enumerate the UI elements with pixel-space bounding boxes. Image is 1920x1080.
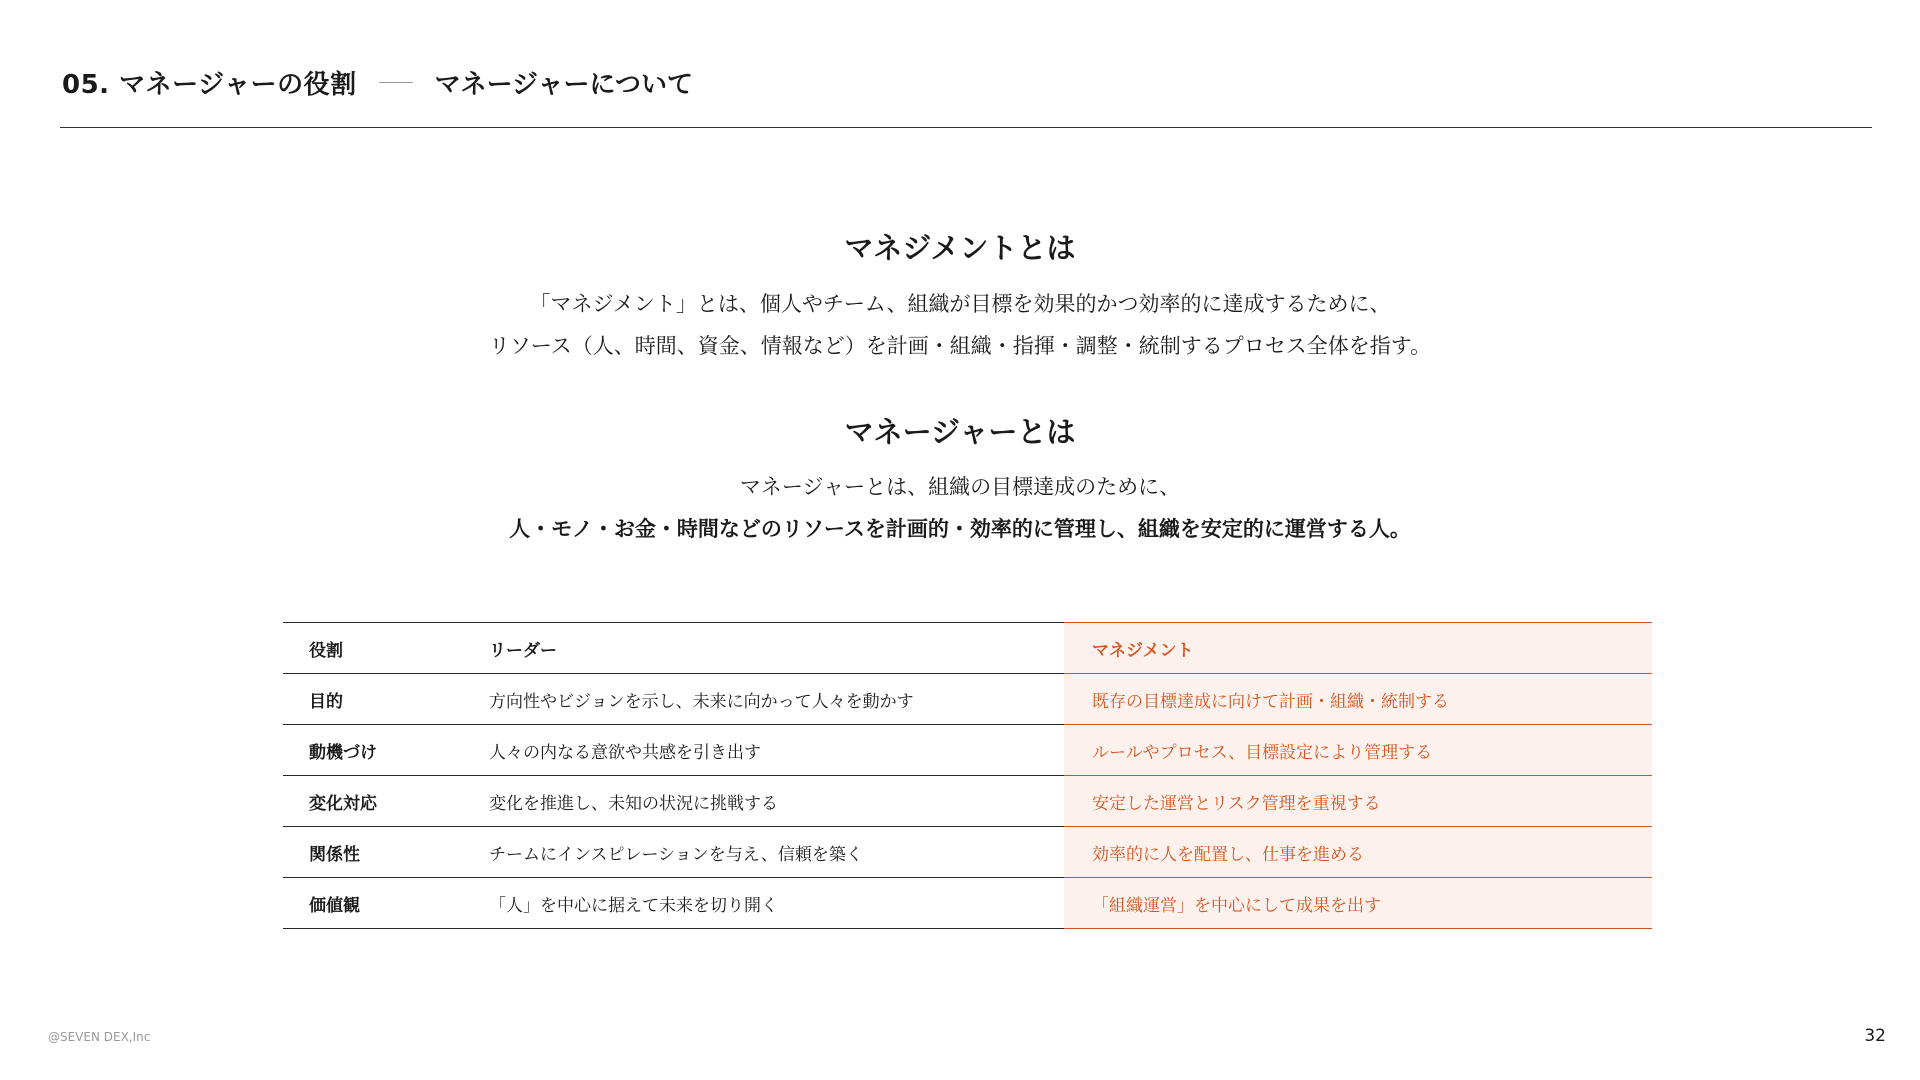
management-cell: 安定した運営とリスク管理を重視する (1064, 776, 1652, 827)
copyright: @SEVEN DEX,Inc (48, 1030, 151, 1044)
slide-subtitle: マネージャーについて (434, 69, 694, 100)
table-header-row (283, 623, 1652, 674)
page-number: 32 (1864, 1026, 1886, 1046)
leader-vs-management-table (283, 622, 1652, 929)
table-row (283, 776, 1652, 827)
manager-definition-text (0, 466, 1920, 550)
manager-definition-title: マネージャーとは (844, 415, 1076, 449)
header-management: マネジメント (1064, 623, 1652, 674)
leader-cell: 「人」を中心に据えて未来を切り開く (489, 878, 1064, 929)
table-row (283, 878, 1652, 929)
leader-cell: チームにインスピレーションを与え、信頼を築く (489, 827, 1064, 878)
header-role: 役割 (283, 623, 489, 674)
role-cell: 動機づけ (283, 725, 489, 776)
role-cell: 変化対応 (283, 776, 489, 827)
manager-definition-line-emphasis: 人・モノ・お金・時間などのリソースを計画的・効率的に管理し、組織を安定的に運営する人。 (509, 517, 1411, 541)
management-definition-text (0, 283, 1920, 367)
management-cell: 「組織運営」を中心にして成果を出す (1064, 878, 1652, 929)
table-row (283, 827, 1652, 878)
management-cell: 既存の目標達成に向けて計画・組織・統制する (1064, 674, 1652, 725)
management-cell: ルールやプロセス、目標設定により管理する (1064, 725, 1652, 776)
table-row (283, 725, 1652, 776)
header-separator (379, 82, 413, 83)
leader-cell: 変化を推進し、未知の状況に挑戦する (489, 776, 1064, 827)
section-title: 05. マネージャーの役割 (62, 69, 357, 100)
leader-cell: 方向性やビジョンを示し、未来に向かって人々を動かす (489, 674, 1064, 725)
role-cell: 目的 (283, 674, 489, 725)
header-divider (60, 127, 1872, 128)
management-definition-line: 「マネジメント」とは、個人やチーム、組織が目標を効果的かつ効率的に達成するために、 (529, 292, 1391, 316)
slide-header (62, 62, 1872, 102)
header-leader: リーダー (489, 623, 1064, 674)
table-row (283, 674, 1652, 725)
role-cell: 価値観 (283, 878, 489, 929)
role-cell: 関係性 (283, 827, 489, 878)
management-cell: 効率的に人を配置し、仕事を進める (1064, 827, 1652, 878)
manager-definition-line: マネージャーとは、組織の目標達成のために、 (739, 475, 1181, 499)
management-definition-line: リソース（人、時間、資金、情報など）を計画・組織・指揮・調整・統制するプロセス全体を指す。 (488, 334, 1432, 358)
leader-cell: 人々の内なる意欲や共感を引き出す (489, 725, 1064, 776)
management-definition-title: マネジメントとは (844, 231, 1076, 265)
